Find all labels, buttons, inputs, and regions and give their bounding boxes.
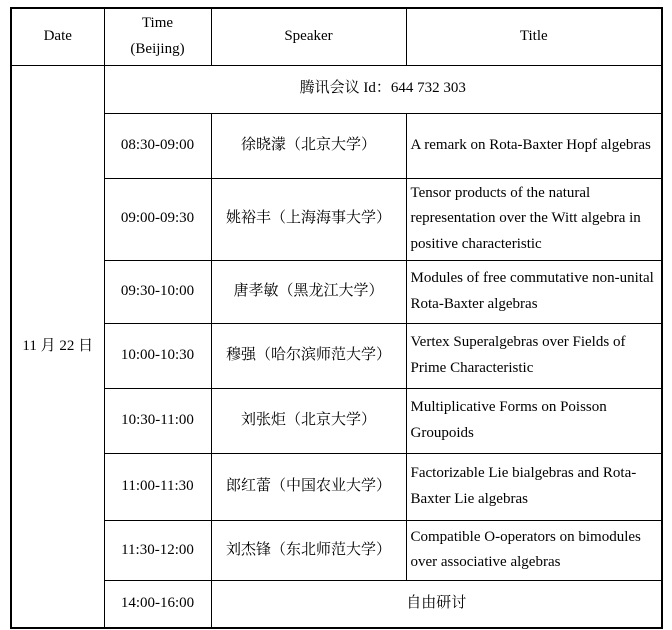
table-header-row [11, 8, 662, 65]
talk-time: 10:30-11:00 [104, 388, 211, 453]
talk-title: Multiplicative Forms on Poisson Groupoids [406, 388, 662, 453]
column-header-title: Title [406, 8, 662, 65]
column-header-time [104, 8, 211, 65]
talk-speaker: 刘杰锋（东北师范大学） [211, 520, 406, 580]
column-header-time-line1: Time [141, 15, 174, 31]
conference-schedule-table [10, 7, 663, 629]
talk-speaker: 徐晓濛（北京大学） [211, 113, 406, 178]
talk-speaker: 唐孝敏（黑龙江大学） [211, 260, 406, 323]
talk-time: 10:00-10:30 [104, 323, 211, 388]
talk-time: 08:30-09:00 [104, 113, 211, 178]
talk-title: Factorizable Lie bialgebras and Rota-Baxter Lie algebras [406, 453, 662, 520]
talk-speaker: 姚裕丰（上海海事大学） [211, 178, 406, 260]
table-row [11, 113, 662, 178]
free-discussion-label: 自由研讨 [211, 580, 662, 628]
talk-time: 14:00-16:00 [104, 580, 211, 628]
free-discussion-row [11, 580, 662, 628]
column-header-date: Date [11, 8, 104, 65]
talk-time: 11:30-12:00 [104, 520, 211, 580]
date-cell: 11 月 22 日 [11, 65, 104, 628]
table-row [11, 323, 662, 388]
talk-title: Tensor products of the natural representation over the Witt algebra in positive characteristic [406, 178, 662, 260]
talk-speaker: 郎红蕾（中国农业大学） [211, 453, 406, 520]
talk-title: A remark on Rota-Baxter Hopf algebras [406, 113, 662, 178]
talk-title: Vertex Superalgebras over Fields of Prime Characteristic [406, 323, 662, 388]
column-header-time-line2: (Beijing) [130, 40, 185, 57]
talk-time: 11:00-11:30 [104, 453, 211, 520]
talk-speaker: 刘张炬（北京大学） [211, 388, 406, 453]
meeting-banner-row [11, 65, 662, 113]
column-header-speaker: Speaker [211, 8, 406, 65]
table-row [11, 178, 662, 260]
table-row [11, 388, 662, 453]
talk-speaker: 穆强（哈尔滨师范大学） [211, 323, 406, 388]
talk-title: Compatible O-operators on bimodules over associative algebras [406, 520, 662, 580]
table-row [11, 520, 662, 580]
table-row [11, 453, 662, 520]
meeting-id-banner: 腾讯会议 Id：644 732 303 [104, 65, 662, 113]
talk-time: 09:00-09:30 [104, 178, 211, 260]
talk-time: 09:30-10:00 [104, 260, 211, 323]
table-row [11, 260, 662, 323]
talk-title: Modules of free commutative non-unital Rota-Baxter algebras [406, 260, 662, 323]
